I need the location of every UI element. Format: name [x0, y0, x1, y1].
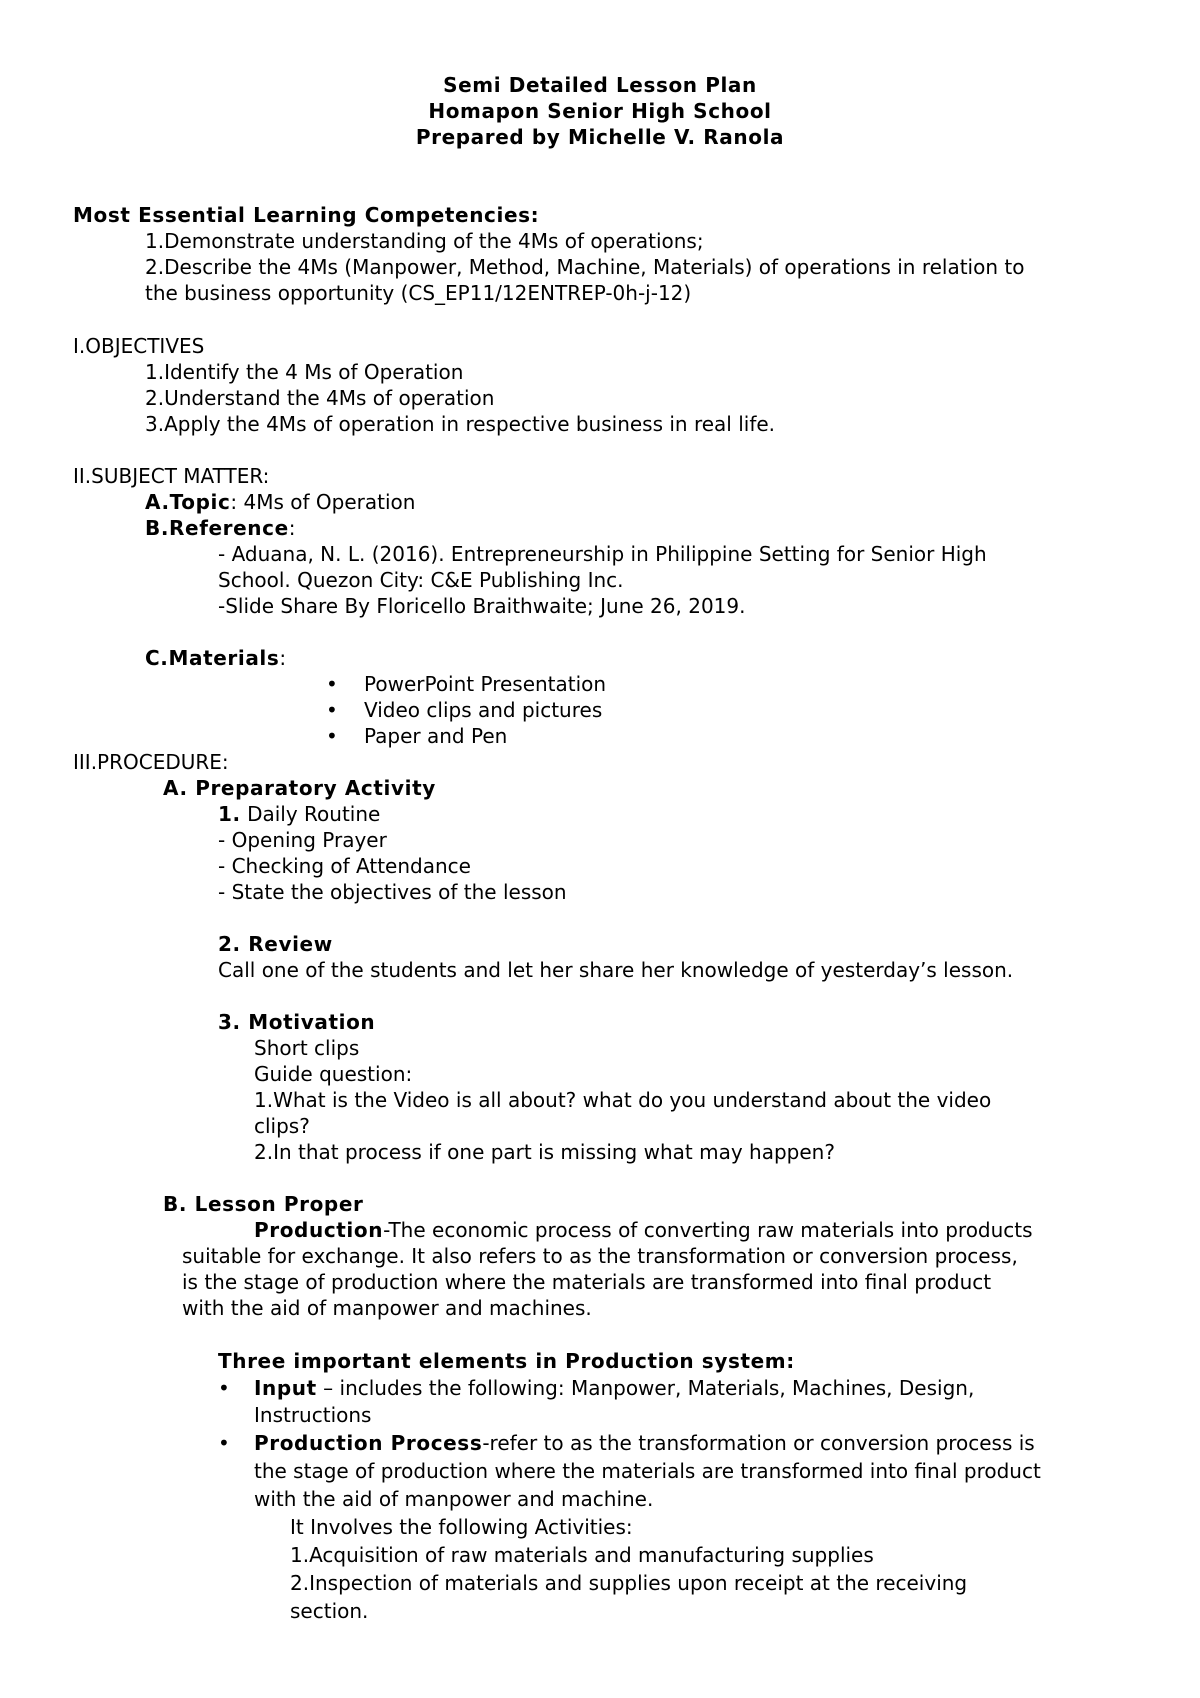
motivation-line: 2.In that process if one part is missing what may happen?: [254, 1140, 835, 1164]
routine-item: - State the objectives of the lesson: [218, 880, 567, 904]
input-term: Input: [254, 1376, 317, 1400]
motivation-line: 1.What is the Video is all about? what do you understand about the video: [254, 1088, 992, 1112]
process-term: Production Process: [254, 1431, 483, 1455]
melc-heading: Most Essential Learning Competencies:: [73, 203, 540, 227]
process-line: [254, 1430, 1035, 1456]
review-text: Call one of the students and let her share her knowledge of yesterday’s lesson.: [218, 958, 1014, 982]
objective-item: 2.Understand the 4Ms of operation: [145, 386, 495, 410]
production-text: suitable for exchange. It also refers to as the transformation or conversion process,: [182, 1244, 1018, 1268]
materials-colon: :: [279, 646, 287, 670]
activities-line: 2.Inspection of materials and supplies upon receipt at the receiving: [290, 1571, 968, 1595]
materials-line: [145, 645, 286, 671]
objectives-heading: I.OBJECTIVES: [73, 334, 205, 358]
document-title: Semi Detailed Lesson Plan: [443, 73, 757, 97]
routine-item: - Opening Prayer: [218, 828, 387, 852]
melc-item: 1.Demonstrate understanding of the 4Ms of operations;: [145, 229, 704, 253]
activities-line: 1.Acquisition of raw materials and manufacturing supplies: [290, 1543, 874, 1567]
topic-label: A.Topic: [145, 490, 231, 514]
process-text: -refer to as the transformation or conversion process is: [482, 1431, 1035, 1455]
production-text: is the stage of production where the materials are transformed into final product: [182, 1270, 992, 1294]
school-name: Homapon Senior High School: [428, 99, 772, 123]
topic-line: [145, 489, 415, 515]
production-text: -The economic process of converting raw materials into products: [383, 1218, 1033, 1242]
input-line: [254, 1375, 974, 1401]
reference-item: School. Quezon City: C&E Publishing Inc.: [218, 568, 624, 592]
bullet-icon: •: [326, 672, 338, 696]
material-item: Video clips and pictures: [364, 698, 603, 722]
bullet-icon: •: [326, 724, 338, 748]
input-text: – includes the following: Manpower, Materials, Machines, Design,: [316, 1376, 975, 1400]
melc-item: 2.Describe the 4Ms (Manpower, Method, Machine, Materials) of operations in relation to: [145, 255, 1025, 279]
daily-routine-line: [218, 801, 380, 827]
reference-line: [145, 515, 296, 541]
motivation-line: clips?: [254, 1114, 310, 1138]
bullet-icon: •: [218, 1376, 230, 1400]
objective-item: 1.Identify the 4 Ms of Operation: [145, 360, 464, 384]
activities-line: section.: [290, 1599, 369, 1623]
procedure-heading: III.PROCEDURE:: [73, 750, 229, 774]
objective-item: 3.Apply the 4Ms of operation in respective business in real life.: [145, 412, 776, 436]
daily-routine-label: Daily Routine: [247, 802, 381, 826]
material-item: PowerPoint Presentation: [364, 672, 607, 696]
melc-item: the business opportunity (CS_EP11/12ENTREP-0h-j-12): [145, 281, 692, 305]
process-text: the stage of production where the materials are transformed into final product: [254, 1459, 1041, 1483]
reference-item: -Slide Share By Floricello Braithwaite; June 26, 2019.: [218, 594, 746, 618]
elements-heading: Three important elements in Production system:: [218, 1349, 795, 1373]
materials-label: C.Materials: [145, 646, 280, 670]
reference-colon: :: [288, 516, 296, 540]
subject-matter-heading: II.SUBJECT MATTER:: [73, 464, 270, 488]
motivation-heading: 3. Motivation: [218, 1010, 376, 1034]
production-term: Production: [254, 1218, 384, 1242]
bullet-icon: •: [326, 698, 338, 722]
input-text: Instructions: [254, 1403, 372, 1427]
material-item: Paper and Pen: [364, 724, 508, 748]
topic-value: : 4Ms of Operation: [230, 490, 416, 514]
motivation-line: Guide question:: [254, 1062, 413, 1086]
process-text: with the aid of manpower and machine.: [254, 1487, 654, 1511]
production-definition-line: [254, 1217, 1033, 1243]
motivation-line: Short clips: [254, 1036, 360, 1060]
preparatory-activity-heading: A. Preparatory Activity: [163, 776, 436, 800]
production-text: with the aid of manpower and machines.: [182, 1296, 592, 1320]
bullet-icon: •: [218, 1431, 230, 1455]
reference-item: - Aduana, N. L. (2016). Entrepreneurship in Philippine Setting for Senior High: [218, 542, 987, 566]
reference-label: B.Reference: [145, 516, 289, 540]
daily-routine-number: 1.: [218, 802, 241, 826]
prepared-by: Prepared by Michelle V. Ranola: [415, 125, 785, 149]
lesson-proper-heading: B. Lesson Proper: [163, 1192, 364, 1216]
review-heading: 2. Review: [218, 932, 333, 956]
routine-item: - Checking of Attendance: [218, 854, 471, 878]
activities-line: It Involves the following Activities:: [290, 1515, 633, 1539]
